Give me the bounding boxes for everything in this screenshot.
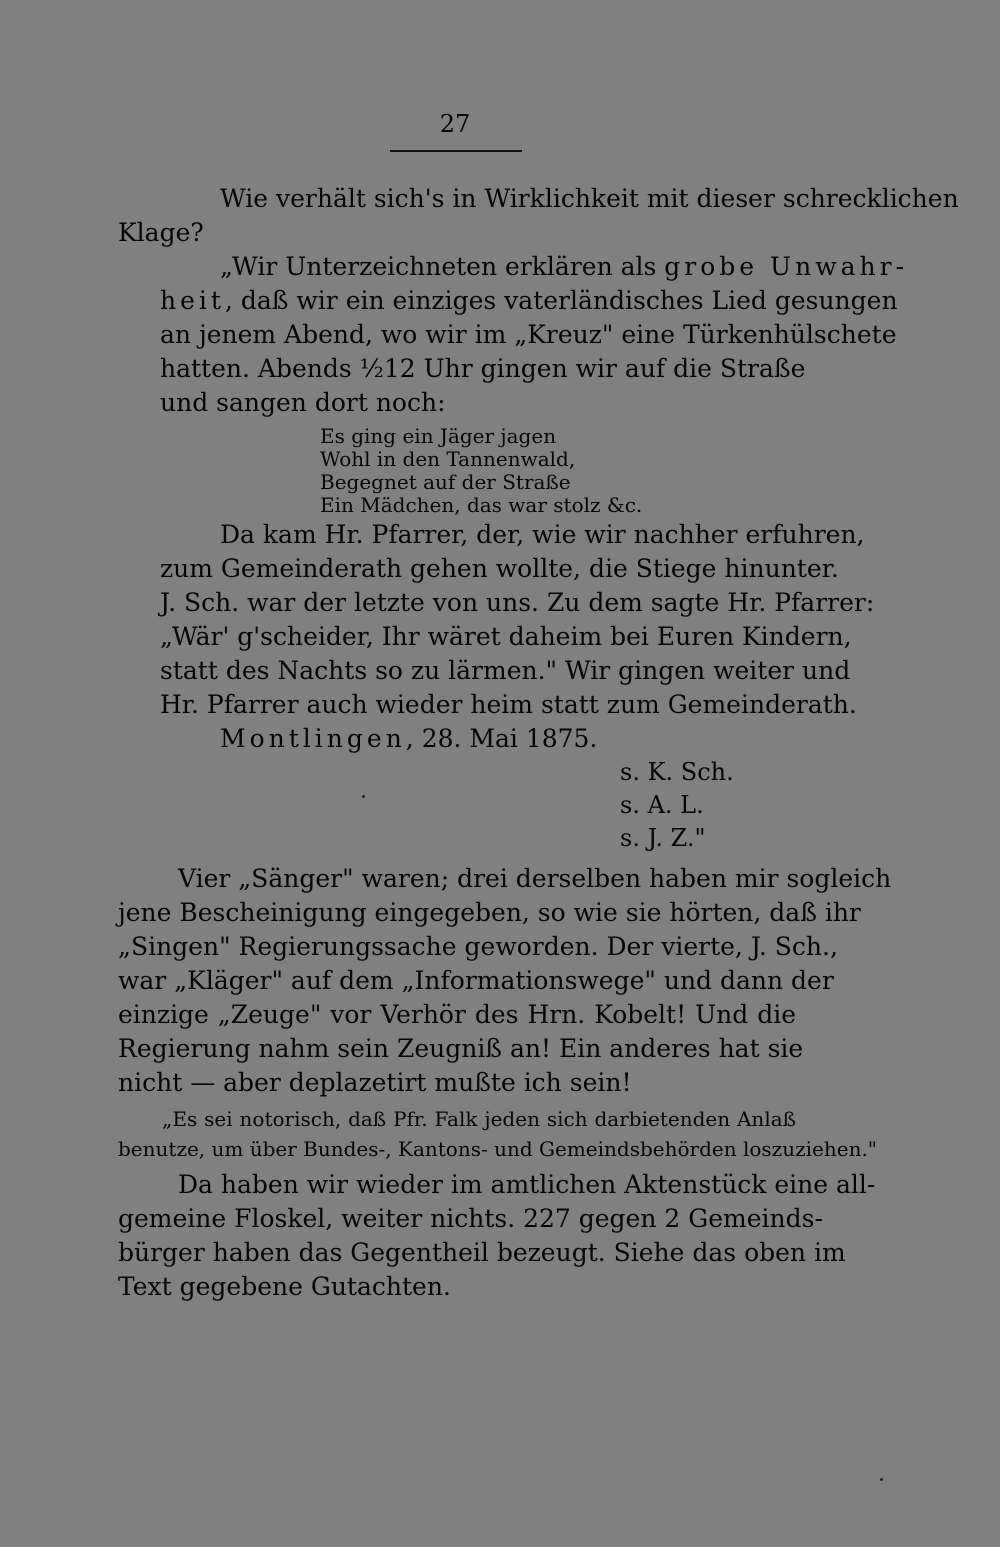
place-date-line <box>160 722 796 756</box>
text-line: Klage? <box>118 218 204 247</box>
verse-line: Wohl in den Tannenwald, <box>320 447 576 471</box>
text-line: und sangen dort noch: <box>160 388 446 417</box>
text-line: nicht — aber deplazetirt mußte ich sein! <box>118 1068 632 1097</box>
verse-line: Ein Mädchen, das war stolz &c. <box>320 493 643 517</box>
verse-line: Es ging ein Jäger jagen <box>320 424 557 448</box>
place-name: Montlingen <box>220 724 406 753</box>
text-line: statt des Nachts so zu lärmen." Wir gingen weiter und <box>160 656 851 685</box>
header-rule <box>390 150 522 152</box>
signature: s. K. Sch. <box>620 758 734 786</box>
quote-line: benutze, um über Bundes-, Kantons- und Gemeindsbehörden loszuziehen." <box>118 1137 878 1161</box>
signature: s. A. L. <box>620 791 704 819</box>
text-line: Da haben wir wieder im amtlichen Aktenstück eine all- <box>178 1170 876 1199</box>
verse-line: Begegnet auf der Straße <box>320 470 571 494</box>
text-line: einzige „Zeuge" vor Verhör des Hrn. Kobelt! Und die <box>118 1000 796 1029</box>
page-number: 27 <box>439 110 471 138</box>
text-line: an jenem Abend, wo wir im „Kreuz" eine Türkenhülschete <box>160 320 897 349</box>
text-line: Hr. Pfarrer auch wieder heim statt zum Gemeinderath. <box>160 690 857 719</box>
text-line: jene Bescheinigung eingegeben, so wie sie hörten, daß ihr <box>118 898 861 927</box>
text-line: „Wir Unterzeichneten erklären als grobe Unwahr- <box>220 252 909 281</box>
text-line: heit, daß wir ein einziges vaterländisches Lied gesungen <box>160 286 898 315</box>
date: , 28. Mai 1875. <box>405 724 598 753</box>
paper-speck <box>362 795 365 798</box>
paragraph-3 <box>160 518 875 756</box>
emphasis-text: heit <box>160 286 225 315</box>
signature: s. J. Z." <box>620 824 706 852</box>
text-line: Text gegebene Gutachten. <box>118 1272 451 1301</box>
text-line: bürger haben das Gegentheil bezeugt. Siehe das oben im <box>118 1238 846 1267</box>
song-verse <box>320 425 720 517</box>
paragraph-1 <box>118 182 959 250</box>
text-line: J. Sch. war der letzte von uns. Zu dem sagte Hr. Pfarrer: <box>160 588 875 617</box>
paragraph-2-declaration <box>160 250 909 420</box>
text-line: war „Kläger" auf dem „Informationswege" und dann der <box>118 966 834 995</box>
text-line: hatten. Abends ½12 Uhr gingen wir auf die Straße <box>160 354 806 383</box>
text-line: „Wär' g'scheider, Ihr wäret daheim bei Euren Kindern, <box>160 622 852 651</box>
text-line: Regierung nahm sein Zeugniß an! Ein anderes hat sie <box>118 1034 804 1063</box>
paragraph-4 <box>118 862 892 1100</box>
emphasis-text: grobe Unwahr- <box>664 252 909 281</box>
paper-speck <box>880 1478 883 1481</box>
text-line: gemeine Floskel, weiter nichts. 227 gegen 2 Gemeinds- <box>118 1204 823 1233</box>
text-line: zum Gemeinderath gehen wollte, die Stiege hinunter. <box>160 554 839 583</box>
text-line: Da kam Hr. Pfarrer, der, wie wir nachher erfuhren, <box>220 520 865 549</box>
text-line: „Singen" Regierungssache geworden. Der vierte, J. Sch., <box>118 932 838 961</box>
quote-line: „Es sei notorisch, daß Pfr. Falk jeden sich darbietenden Anlaß <box>162 1107 796 1131</box>
text-line: Vier „Sänger" waren; drei derselben haben mir sogleich <box>178 864 892 893</box>
quoted-accusation <box>118 1104 878 1164</box>
signatures <box>620 756 820 855</box>
text-line: Wie verhält sich's in Wirklichkeit mit dieser schrecklichen <box>220 184 959 213</box>
paragraph-5 <box>118 1168 876 1304</box>
